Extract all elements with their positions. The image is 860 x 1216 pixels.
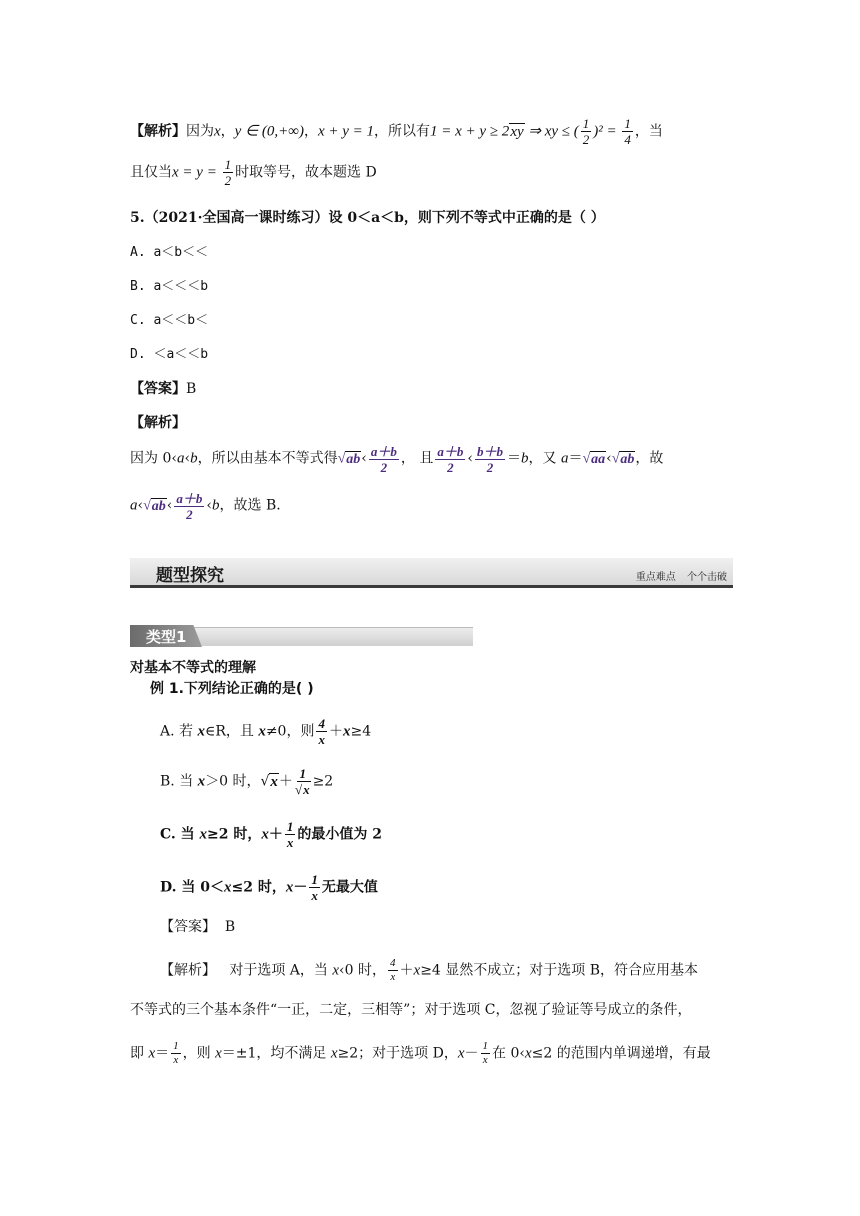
example-analysis-line2: 不等式的三个基本条件“一正，二定，三相等”；对于选项 C，忽视了验证等号成立的条件， [130,1002,692,1018]
text: ≠0，则 [265,723,315,740]
den: 2 [486,460,494,475]
math-b: b [520,450,529,467]
example-option-b: B. 当 x＞0 时，√x＋ $\frac{1}{√x}$ ≥2 [160,766,334,797]
text: 即 [130,1045,149,1062]
q5-analysis-line2 [130,492,281,521]
math-implies: ⇒ xy ≤ ( [524,123,579,140]
math-x: x [214,123,221,140]
num: 4 [390,957,396,969]
text: － [464,1045,479,1062]
math-x: x [224,879,232,896]
formula-frac-a-plus-b [367,444,401,475]
text: 因为 0‹ [130,450,177,467]
den: 2 [380,460,388,475]
den: √x [294,782,310,797]
text: 无最大值 [321,879,378,896]
analysis-prev-line2 [130,158,377,187]
text: ‹ [184,450,191,467]
example-analysis-line1 [160,958,698,983]
formula-sqrt-ab: √ab [611,451,635,467]
den: x [286,835,294,850]
den: x [482,1054,488,1066]
text: ≥2 [312,773,334,790]
option-b: B. a＜＜＜b [130,279,209,294]
math-x: x [413,962,421,979]
num: 1 [224,157,232,172]
math-x: x [197,773,206,790]
num: a＋b [437,444,464,459]
math-x: x [258,723,266,740]
fraction-4-over-x [388,958,398,983]
fraction-1-over-x [171,1041,181,1066]
type-tab [130,625,473,647]
math-x: x [197,723,205,740]
num: 1 [286,819,294,834]
answer-line [130,379,196,399]
formula-sqrt-ab: √ab [337,451,361,467]
text: ＋ [328,723,343,740]
math-sqrt-xy: xy [510,123,524,140]
num: b＋b [476,444,503,459]
math-b: b [212,497,220,514]
math-b: b [190,450,198,467]
text: ≥2 时， [207,826,262,843]
math-x: x [330,1045,338,1062]
text: ≥2；对于选项 D， [337,1045,458,1062]
math-ab: ab [346,451,361,467]
math-x: x [332,962,340,979]
formula-frac-a-plus-b [172,491,206,522]
fraction-4-over-x [316,717,327,746]
text: 对于选项 A，当 [229,962,333,979]
example-analysis-line3 [130,1041,711,1066]
option-c: C. a＜＜b＜ [130,313,209,328]
text: ，所以由基本不等式得 [197,450,338,467]
text: D. 当 0＜ [160,879,225,896]
math-y-domain: y ∈ (0,+∞) [234,123,304,140]
tab-label: 类型1 [146,628,187,646]
den: 2 [447,460,454,475]
text: ＝ [568,450,583,467]
math-x: x [261,826,269,843]
den: x [173,1054,179,1066]
answer-value: B [186,381,197,397]
math-x: x [215,1045,222,1062]
example-option-a [160,717,371,746]
fraction-quarter [622,117,633,146]
text: ＋ [399,962,414,979]
den: 2 [582,132,590,147]
text: ＋ [268,826,283,843]
formula-frac-b-plus-b [473,444,507,475]
banner-tagline: 重点难点 个个击破 [635,572,727,583]
text: ＝±1，均不满足 [221,1045,331,1062]
text: ，故选 B. [219,497,281,514]
example-answer [160,917,235,937]
banner-title: 题型探究 [156,566,224,586]
text: 在 0‹ [492,1045,525,1062]
answer-label: 【答案】 [160,919,216,935]
option-d: D. ＜a＜＜b [130,347,209,362]
q5-analysis-line1 [130,445,663,474]
answer-value: B [224,919,236,935]
type1-heading: 对基本不等式的理解 [130,660,256,676]
math-sum: x + y = 1 [317,123,375,140]
num: 4 [318,716,325,731]
num: 1 [299,766,306,781]
text: ≤2 的范围内单调递增，有最 [531,1045,711,1062]
text: ，又 [528,450,561,467]
den: 2 [224,173,232,188]
analysis-label: 【解析】 [160,962,216,979]
text: 且仅当 [130,164,172,181]
text: ＞0 时， [205,773,261,790]
example-option-d [160,873,378,902]
text: ≤2 时， [231,879,286,896]
text: ≥4 [350,723,372,740]
math-x: x [148,1045,156,1062]
text: 因为 [186,123,214,140]
text: ‹ [206,497,213,514]
text: A. 若 [160,723,198,740]
example-option-c [160,820,382,849]
math-a: a [130,497,138,514]
formula-sqrt-aa: √aa [582,451,606,467]
math-x: x [303,782,310,797]
num: a＋b [176,491,203,506]
text: C. 当 [160,826,200,843]
math-x: x [199,826,208,843]
fraction-half [581,117,592,146]
math-a: a [176,450,185,467]
text: － [293,879,308,896]
den: x [318,732,325,747]
section-banner [130,558,733,588]
text: ， [303,123,318,140]
math-x: x [342,723,351,740]
text: ，故 [635,450,664,467]
question-5-stem: 5.（2021·全国高一课时练习）设 0＜a＜b，则下列不等式中正确的是（ ） [130,210,605,226]
example-1: 例 1.下列结论正确的是( ) [150,681,314,697]
text: ∈R，且 [204,723,259,740]
text: 时取等号，故本题选 D [235,164,377,181]
text: ≥4 显然不成立；对于选项 B，符合应用基本 [420,962,699,979]
den: 2 [186,507,193,522]
den: x [311,888,318,903]
text: ，所以有 [374,123,431,140]
math-sqrt-x: x [270,773,278,790]
text: ‹ [137,497,144,514]
num: 1 [311,872,318,887]
num: a＋b [370,444,397,459]
analysis-label: 【解析】 [130,123,186,140]
num: 1 [173,1040,179,1052]
text: ， 且 [400,450,434,467]
math-ab: ab [151,498,166,514]
answer-label: 【答案】 [130,381,186,397]
analysis-prev-line1 [130,117,663,146]
math-x: x [285,879,294,896]
text: ‹ [467,450,473,467]
math-pow: )² = [593,123,621,140]
fraction-1-over-x [309,873,320,902]
text: 的最小值为 2 [297,826,383,843]
math-eq: x = y = [172,164,221,181]
math-x: x [457,1045,465,1062]
math-x: x [524,1045,532,1062]
math-a: a [560,450,569,467]
math-aa: aa [591,451,606,467]
text: B. 当 [160,773,198,790]
formula-frac-a-plus-b [433,444,467,475]
formula-sqrt-ab: √ab [143,498,166,514]
fraction-half [223,158,234,187]
text: ‹0 时， [339,962,387,979]
den: x [390,971,396,983]
text: ‹ [166,497,173,514]
fraction-1-over-x [285,820,296,849]
fraction-1-over-x [481,1041,491,1066]
num: 1 [582,116,590,131]
fraction-1-over-sqrt-x [295,767,311,796]
den: 4 [624,132,631,147]
num: 1 [482,1040,488,1052]
text: ＝ [506,450,521,467]
text: ＝ [155,1045,170,1062]
text: ＋ [278,773,293,790]
text: ‹ [361,450,367,467]
text: ，当 [634,123,663,140]
analysis-label: 【解析】 [130,415,186,431]
math-ineq: 1 = x + y ≥ 2 [430,123,510,140]
option-a: A. a＜b＜＜ [130,245,209,260]
math-ab: ab [620,451,635,467]
text: ‹ [606,450,612,467]
text: ，则 [182,1045,216,1062]
text: ， [220,123,235,140]
num: 1 [624,116,631,131]
